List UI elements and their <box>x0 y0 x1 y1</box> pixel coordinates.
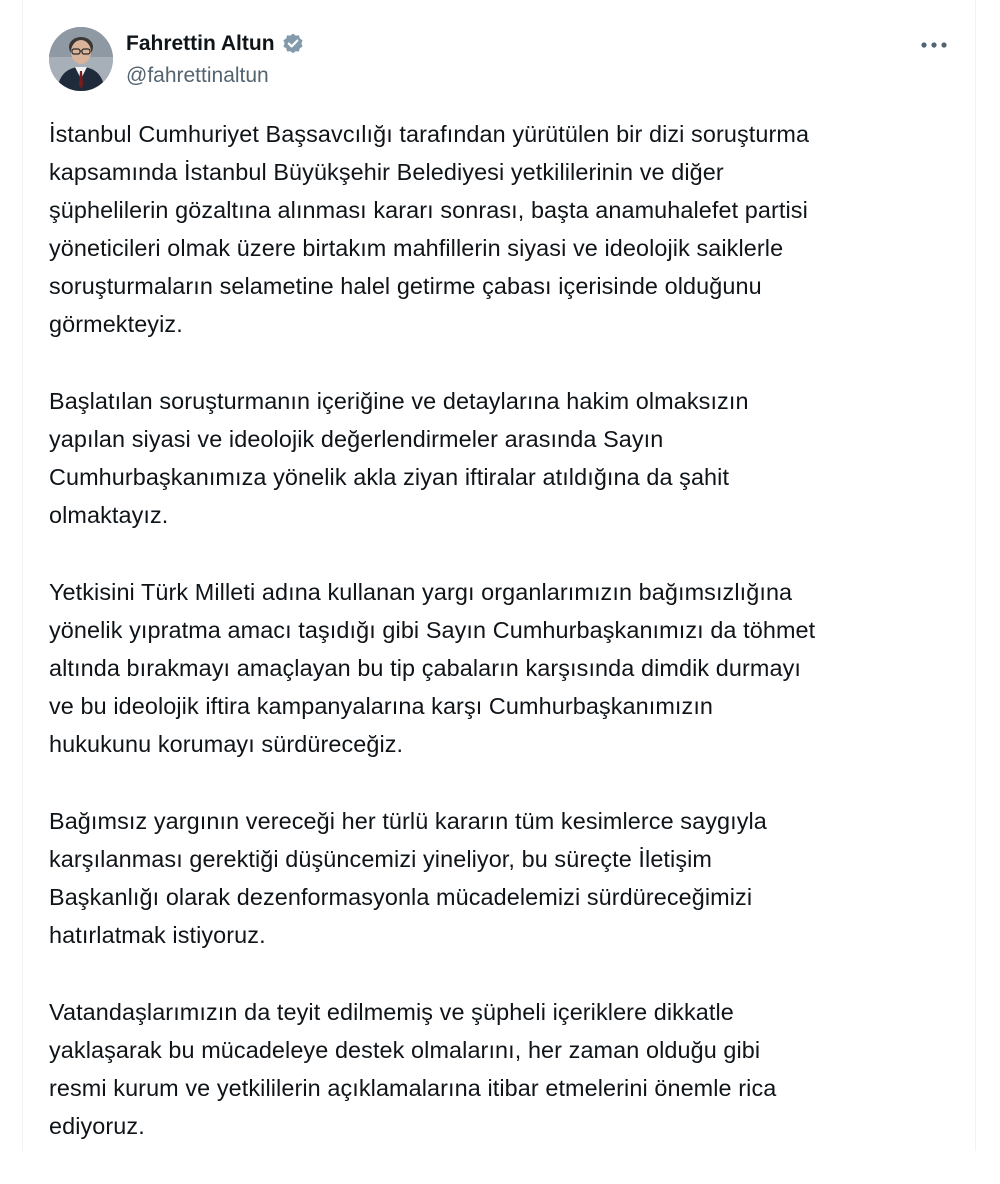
text-line: soruşturmaların selametine halel getirme çabası içerisinde olduğunu <box>49 273 762 299</box>
avatar[interactable] <box>49 27 113 91</box>
tweet-header <box>23 0 977 100</box>
text-line: kapsamında İstanbul Büyükşehir Belediyesi yetkililerinin ve diğer <box>49 159 724 185</box>
text-line: şüphelilerin gözaltına alınması kararı sonrası, başta anamuhalefet partisi <box>49 197 808 223</box>
text-line: Bağımsız yargının vereceği her türlü kararın tüm kesimlerce saygıyla <box>49 808 767 834</box>
more-options-button[interactable] <box>914 31 954 59</box>
author-display-name[interactable]: Fahrettin Altun <box>126 32 275 55</box>
author-handle[interactable]: @fahrettinaltun <box>126 64 269 87</box>
verified-badge-icon <box>281 32 305 56</box>
tweet-paragraph <box>49 993 959 1145</box>
text-line: ediyoruz. <box>49 1113 145 1139</box>
text-line: ve bu ideolojik iftira kampanyalarına karşı Cumhurbaşkanımızın <box>49 693 714 719</box>
text-line: İstanbul Cumhuriyet Başsavcılığı tarafından yürütülen bir dizi soruşturma <box>49 121 810 147</box>
tweet-paragraph <box>49 115 959 343</box>
text-line: görmekteyiz. <box>49 311 183 337</box>
text-line: altında bırakmayı amaçlayan bu tip çabaların karşısında dimdik durmayı <box>49 655 801 681</box>
text-line: Vatandaşlarımızın da teyit edilmemiş ve şüpheli içeriklere dikkatle <box>49 999 734 1025</box>
text-line: olmaktayız. <box>49 502 169 528</box>
text-line: Başkanlığı olarak dezenformasyonla mücadelemizi sürdüreceğimizi <box>49 884 753 910</box>
text-line: Başlatılan soruşturmanın içeriğine ve detaylarına hakim olmaksızın <box>49 388 749 414</box>
tweet-card <box>22 0 976 1151</box>
text-line: yönelik yıpratma amacı taşıdığı gibi Sayın Cumhurbaşkanımızı da töhmet <box>49 617 816 643</box>
more-horizontal-icon <box>920 41 948 49</box>
tweet-paragraph <box>49 802 959 954</box>
text-line: hukukunu korumayı sürdüreceğiz. <box>49 731 404 757</box>
name-row <box>126 31 305 57</box>
tweet-paragraph <box>49 382 959 534</box>
text-line: hatırlatmak istiyoruz. <box>49 922 266 948</box>
text-line: yöneticileri olmak üzere birtakım mahfillerin siyasi ve ideolojik saiklerle <box>49 235 784 261</box>
text-line: yapılan siyasi ve ideolojik değerlendirmeler arasında Sayın <box>49 426 664 452</box>
text-line: yaklaşarak bu mücadeleye destek olmalarını, her zaman olduğu gibi <box>49 1037 761 1063</box>
text-line: karşılanması gerektiği düşüncemizi yineliyor, bu süreçte İletişim <box>49 846 713 872</box>
text-line: Cumhurbaşkanımıza yönelik akla ziyan iftiralar atıldığına da şahit <box>49 464 730 490</box>
tweet-text <box>49 115 959 1184</box>
avatar-photo <box>49 27 113 91</box>
tweet-paragraph <box>49 573 959 763</box>
text-line: resmi kurum ve yetkililerin açıklamalarına itibar etmelerini önemle rica <box>49 1075 777 1101</box>
text-line: Yetkisini Türk Milleti adına kullanan yargı organlarımızın bağımsızlığına <box>49 579 793 605</box>
